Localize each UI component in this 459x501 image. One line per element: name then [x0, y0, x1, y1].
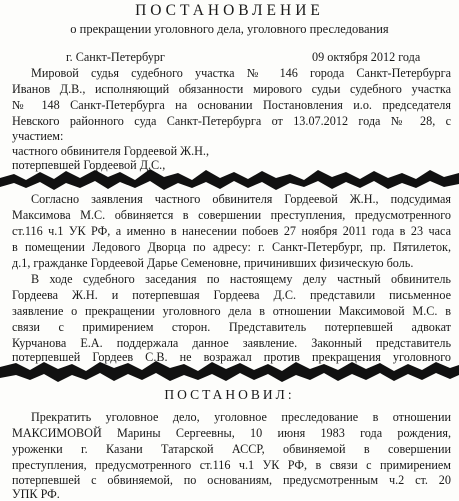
section1-line: Мировой судья судебного участка № 146 города Санкт-Петербурга [31, 66, 451, 80]
section3-line: МАКСИМОВОЙ Марины Сергеевны, 10 июня 1983 года рождения, [12, 426, 451, 440]
torn-paper-divider [0, 358, 459, 384]
section3-line: УПК РФ. [12, 487, 60, 501]
place-date: 09 октября 2012 года [312, 50, 421, 64]
section2-line: в помещении Ледового Дворца по адресу: г. Санкт-Петербург, пр. Пятилеток, [12, 240, 451, 254]
section1-line: участием: [12, 129, 64, 143]
section2-line: Гордеева Ж.Н. и потерпевшая Гордеева Д.С. представили письменное [12, 288, 451, 302]
section3-line: преступления, предусмотренного ст.116 ч.1 УК РФ, в связи с примирением [12, 458, 451, 472]
place-city: г. Санкт-Петербург [66, 50, 165, 64]
section2-line: ст.116 ч.1 УК РФ, а именно в нанесении побоев 27 ноября 2011 года в 23 часа [12, 224, 451, 238]
section2-line: Максимова М.С. обвиняется в совершении преступления, предусмотренного [12, 208, 451, 222]
section2-line: потерпевшей Гордеев С.В. не возражал против прекращения уголовного [12, 350, 451, 364]
section2-line: Согласно заявления частного обвинителя Гордеевой Ж.Н., подсудимая [31, 192, 451, 206]
section3-line: уроженки г. Казани Татарской АССР, обвиняемой в совершении [12, 442, 451, 456]
section2-line: Курчанова Е.А. поддержала данное заявление. Законный представитель [12, 336, 451, 350]
document-title: ПОСТАНОВЛЕНИЕ [135, 2, 324, 19]
torn-paper-divider [0, 166, 459, 192]
section2-line: д.1, гражданке Гордеевой Дарье Семеновне, причинивших физическую боль. [12, 256, 414, 270]
section3-line: потерпевшей с обвиняемой, по основаниям, предусмотренным ч.2 ст. 20 [12, 473, 451, 487]
section1-line: Невского районного суда Санкт-Петербурга от 13.07.2012 года № 28, с [12, 114, 451, 128]
section1-line: № 148 Санкт-Петербурга на основании Постановления и.о. председателя [12, 98, 451, 112]
section2-line: В ходе судебного заседания по настоящему делу частный обвинитель [31, 272, 451, 286]
torn-paper-bottom [0, 486, 459, 500]
section1-line: частного обвинителя Гордеевой Ж.Н., [12, 144, 210, 158]
section3-line: Прекратить уголовное дело, уголовное преследование в отношении [31, 410, 451, 424]
document-subtitle: о прекращении уголовного дела, уголовного преследования [70, 22, 389, 36]
decision-title: ПОСТАНОВИЛ: [164, 387, 295, 402]
section1-line: потерпевшей Гордеевой Д.С., [12, 158, 166, 172]
section1-line: Иванов Д.В., исполняющий обязанности мирового судьи судебного участка [12, 82, 451, 96]
section2-line: заявление о прекращении уголовного дела в отношении Максимовой М.С. в [12, 304, 451, 318]
section2-line: связи с примирением сторон. Представитель потерпевшей адвокат [12, 320, 451, 334]
